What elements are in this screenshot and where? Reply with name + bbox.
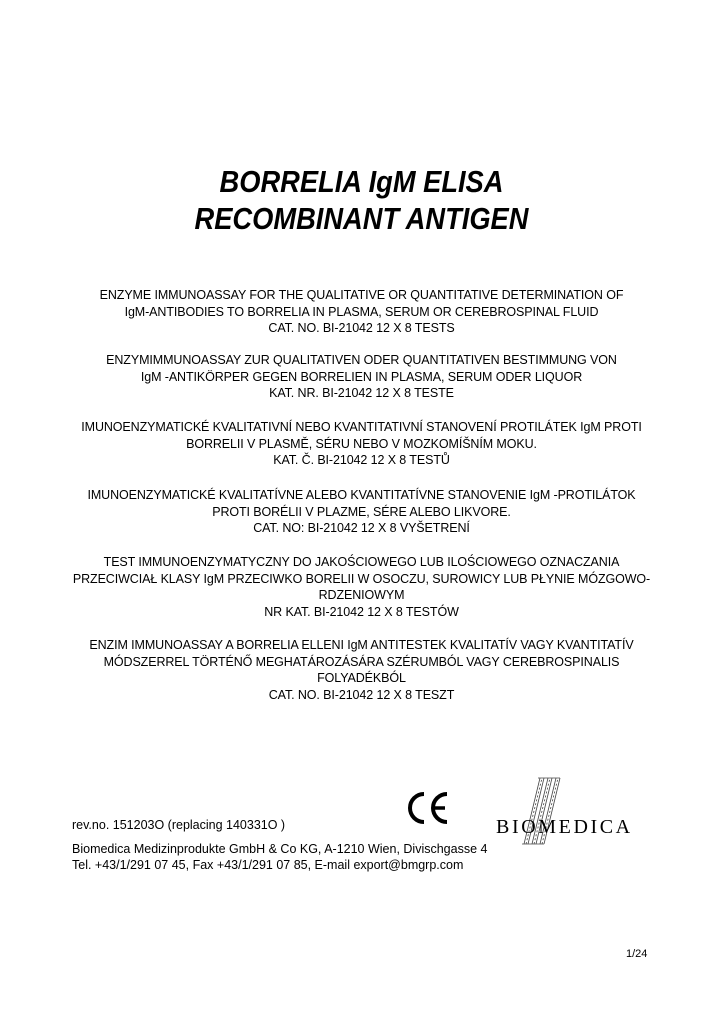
description-line: MÓDSZERREL TÖRTÉNŐ MEGHATÁROZÁSÁRA SZÉRUMBÓL VAGY CEREBROSPINALIS [103,654,620,669]
description-german [60,352,663,402]
description-line: RDZENIOWYM [318,588,405,602]
description-line: TEST IMMUNOENZYMATYCZNY DO JAKOŚCIOWEGO LUB ILOŚCIOWEGO OZNACZANIA [103,555,620,569]
company-contact: Tel. +43/1/291 07 45, Fax +43/1/291 07 85, E-mail export@bmgrp.com [72,858,464,872]
description-line: BORRELII V PLASMĚ, SÉRU NEBO V MOZKOMÍŠNÍM MOKU. [186,436,537,451]
logo-text: BIOMEDICA [496,816,633,838]
description-slovak [60,487,663,537]
description-line: PROTI BORÉLII V PLAZME, SÉRE ALEBO LIKVORE. [212,504,511,519]
description-line: ENZIM IMMUNOASSAY A BORRELIA ELLENI IgM ANTITESTEK KVALITATÍV VAGY KVANTITATÍV [89,638,634,652]
description-line: FOLYADÉKBÓL [317,671,406,685]
description-line: ENZYMIMMUNOASSAY ZUR QUALITATIVEN ODER QUANTITATIVEN BESTIMMUNG VON [106,353,617,367]
document-title [43,163,679,237]
catalog-number: CAT. NO: BI-21042 12 X 8 VYŠETRENÍ [253,521,470,535]
catalog-number: NR KAT. BI-21042 12 X 8 TESTÓW [264,604,459,619]
biomedica-logo [494,774,654,854]
description-polish [60,554,663,620]
description-hungarian [60,637,663,703]
page-number: 1/24 [626,948,648,960]
description-line: IMUNOENZYMATICKÉ KVALITATIVNÍ NEBO KVANTITATIVNÍ STANOVENÍ PROTILÁTEK IgM PROTI [81,420,642,434]
description-line: ENZYME IMMUNOASSAY FOR THE QUALITATIVE OR QUANTITATIVE DETERMINATION OF [99,288,624,302]
catalog-number: CAT. NO. BI-21042 12 X 8 TESTS [268,321,455,335]
description-line: IMUNOENZYMATICKÉ KVALITATÍVNE ALEBO KVANTITATÍVNE STANOVENIE IgM -PROTILÁTOK [87,488,636,502]
title-line-1: BORRELIA IgM ELISA [219,164,504,199]
catalog-number: CAT. NO. BI-21042 12 X 8 TESZT [268,687,455,702]
company-address: Biomedica Medizinprodukte GmbH & Co KG, A-1210 Wien, Divischgasse 4 [72,842,488,856]
description-line: IgM -ANTIKÖRPER GEGEN BORRELIEN IN PLASMA, SERUM ODER LIQUOR [140,369,583,384]
catalog-number: KAT. Č. BI-21042 12 X 8 TESTŮ [273,453,450,467]
description-english [60,287,663,337]
description-czech [60,419,663,469]
ce-mark-icon [405,790,453,826]
revision-note: rev.no. 151203O (replacing 140331O ) [72,818,286,832]
description-line: PRZECIWCIAŁ KLASY IgM PRZECIWKO BORELII W OSOCZU, SUROWICY LUB PŁYNIE MÓZGOWO- [72,571,651,586]
catalog-number: KAT. NR. BI-21042 12 X 8 TESTE [269,386,454,400]
description-line: IgM-ANTIBODIES TO BORRELIA IN PLASMA, SERUM OR CEREBROSPINAL FLUID [124,304,599,319]
title-line-2: RECOMBINANT ANTIGEN [194,201,529,236]
